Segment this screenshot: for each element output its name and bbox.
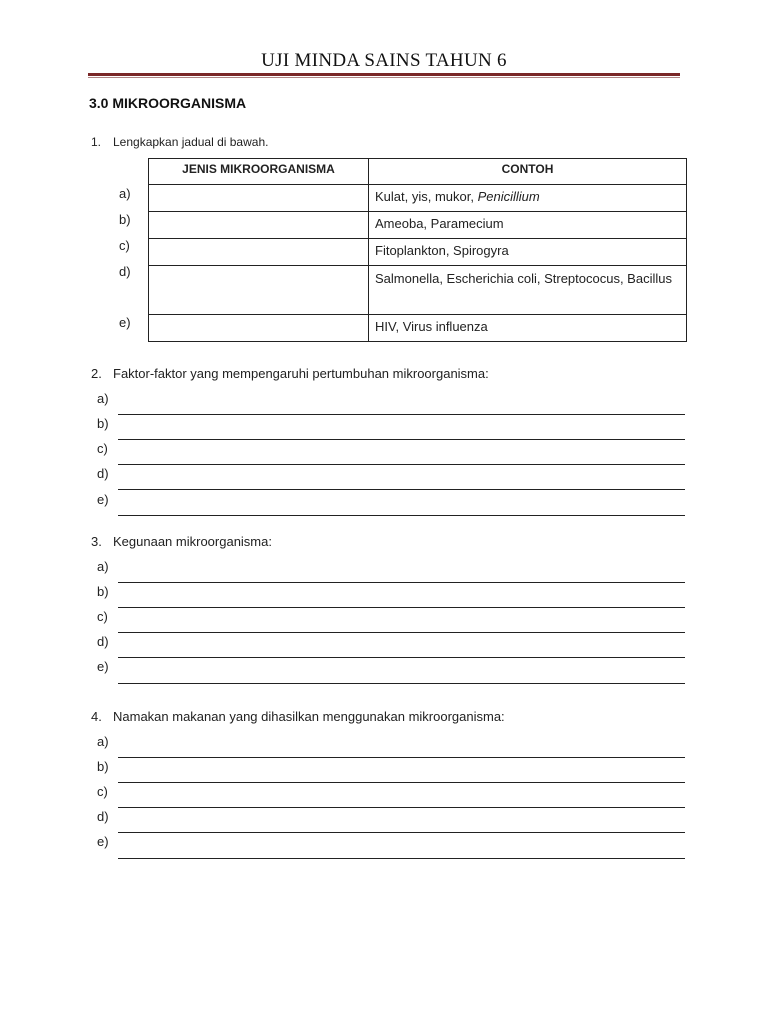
- answer-label: e): [97, 492, 109, 507]
- contoh-cell: [369, 185, 687, 212]
- table-row: [149, 185, 687, 212]
- table-row-label: c): [119, 238, 130, 253]
- question-3-number: 3.: [91, 534, 102, 549]
- table-row-label: e): [119, 315, 131, 330]
- answer-line[interactable]: [118, 807, 685, 808]
- answer-line[interactable]: [118, 582, 685, 583]
- answer-line[interactable]: [118, 489, 685, 490]
- table-header-jenis: JENIS MIKROORGANISMA: [149, 159, 369, 185]
- answer-label: b): [97, 416, 109, 431]
- answer-line[interactable]: [118, 515, 685, 516]
- jenis-answer-cell[interactable]: [149, 266, 369, 315]
- table-header-row: [149, 159, 687, 185]
- contoh-italic-text: Penicillium: [477, 189, 540, 204]
- answer-label: a): [97, 391, 109, 406]
- answer-line[interactable]: [118, 607, 685, 608]
- question-2-text: Faktor-faktor yang mempengaruhi pertumbuhan mikroorganisma:: [113, 366, 489, 381]
- header-divider: [88, 73, 680, 76]
- contoh-text: Kulat, yis, mukor,: [375, 189, 478, 204]
- table-row: [149, 212, 687, 239]
- answer-line[interactable]: [118, 757, 685, 758]
- question-4: [91, 709, 505, 724]
- contoh-cell: Ameoba, Paramecium: [369, 212, 687, 239]
- answer-line[interactable]: [118, 632, 685, 633]
- answer-label: d): [97, 634, 109, 649]
- question-1: [91, 135, 268, 149]
- page-header-title: UJI MINDA SAINS TAHUN 6: [261, 50, 507, 71]
- answer-label: e): [97, 834, 109, 849]
- contoh-cell: Fitoplankton, Spirogyra: [369, 239, 687, 266]
- answer-line[interactable]: [118, 464, 685, 465]
- answer-label: c): [97, 441, 108, 456]
- question-3: [91, 534, 272, 549]
- question-2-number: 2.: [91, 366, 102, 381]
- microorganism-table: [148, 158, 687, 342]
- table-row-label: d): [119, 264, 131, 279]
- jenis-answer-cell[interactable]: [149, 315, 369, 342]
- answer-label: e): [97, 659, 109, 674]
- table-row-label: b): [119, 212, 131, 227]
- answer-line[interactable]: [118, 414, 685, 415]
- answer-label: a): [97, 559, 109, 574]
- jenis-answer-cell[interactable]: [149, 212, 369, 239]
- answer-line[interactable]: [118, 657, 685, 658]
- question-2: [91, 366, 489, 381]
- answer-line[interactable]: [118, 858, 685, 859]
- table-row: [149, 315, 687, 342]
- answer-label: a): [97, 734, 109, 749]
- answer-label: c): [97, 609, 108, 624]
- answer-label: d): [97, 466, 109, 481]
- answer-label: b): [97, 584, 109, 599]
- question-1-number: 1.: [91, 135, 102, 149]
- contoh-cell: Salmonella, Escherichia coli, Streptococus, Bacillus: [369, 266, 687, 315]
- answer-label: b): [97, 759, 109, 774]
- answer-line[interactable]: [118, 832, 685, 833]
- answer-line[interactable]: [118, 683, 685, 684]
- jenis-answer-cell[interactable]: [149, 239, 369, 266]
- table-row-label: a): [119, 186, 131, 201]
- section-title: 3.0 MIKROORGANISMA: [89, 95, 247, 111]
- contoh-cell: HIV, Virus influenza: [369, 315, 687, 342]
- answer-label: d): [97, 809, 109, 824]
- question-4-text: Namakan makanan yang dihasilkan menggunakan mikroorganisma:: [113, 709, 505, 724]
- answer-line[interactable]: [118, 439, 685, 440]
- table-row: [149, 239, 687, 266]
- question-3-text: Kegunaan mikroorganisma:: [113, 534, 272, 549]
- jenis-answer-cell[interactable]: [149, 185, 369, 212]
- question-4-number: 4.: [91, 709, 102, 724]
- table-row: [149, 266, 687, 315]
- answer-line[interactable]: [118, 782, 685, 783]
- table-header-contoh: CONTOH: [369, 159, 687, 185]
- answer-label: c): [97, 784, 108, 799]
- question-1-text: Lengkapkan jadual di bawah.: [113, 135, 269, 149]
- header-divider-thin: [88, 77, 680, 78]
